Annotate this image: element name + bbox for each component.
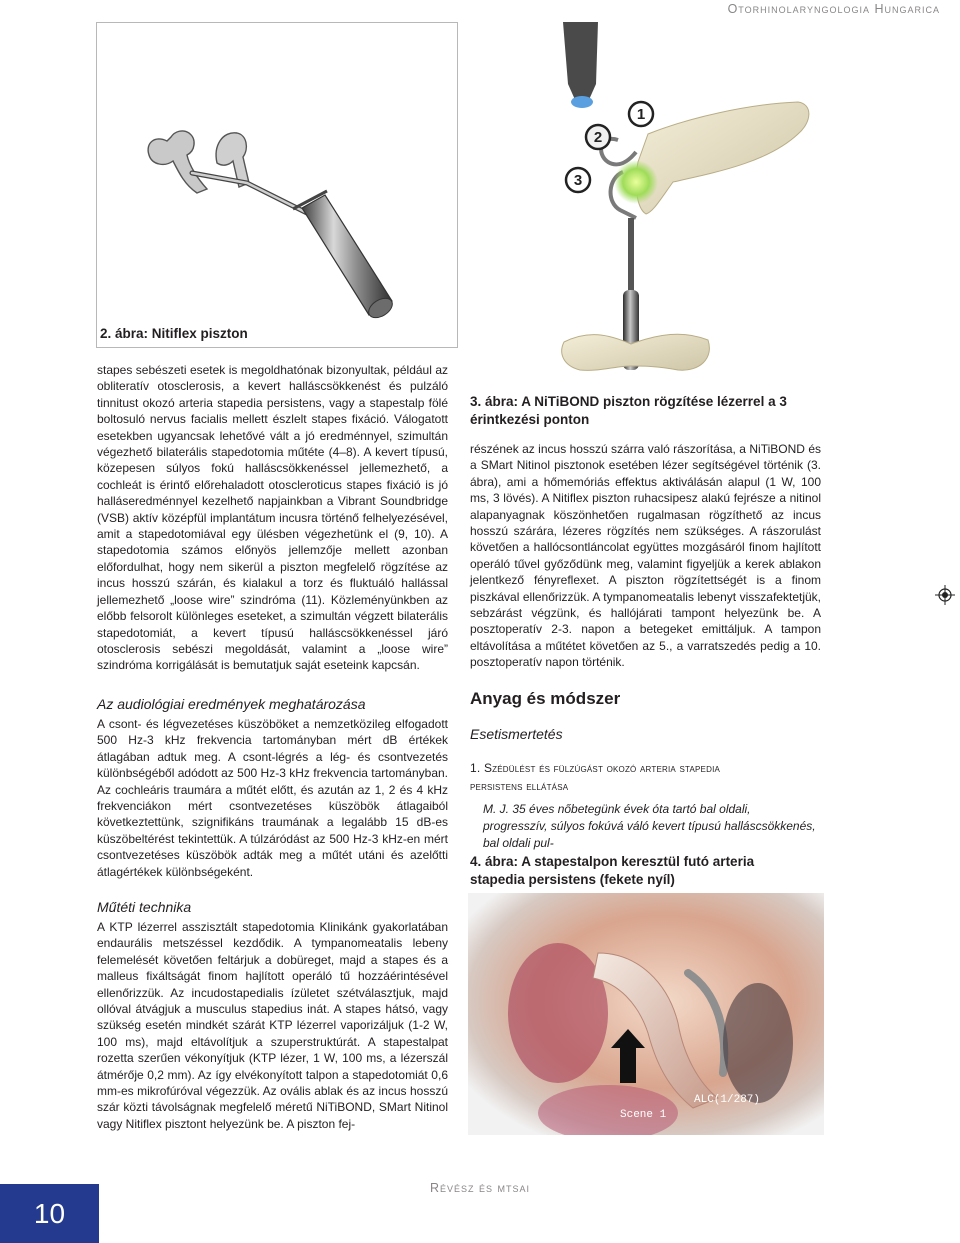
subheading-cases: Esetismertetés	[470, 726, 563, 742]
svg-text:1: 1	[636, 106, 646, 123]
left-column-text	[97, 362, 448, 674]
figure-3-caption: 3. ábra: A NiTiBOND piszton rögzítése lézerrel a 3 érintkezési ponton	[470, 394, 787, 427]
figure-4-intraoperative-photo	[468, 893, 824, 1135]
running-footer-author: Révész és mtsai	[430, 1181, 530, 1195]
registration-mark-icon	[935, 585, 955, 605]
heading-methods: Anyag és módszer	[470, 689, 621, 708]
figure-2-caption: 2. ábra: Nitiflex piszton	[100, 326, 248, 341]
page-number: 10	[33, 1197, 66, 1229]
section-audiology-title: Az audiológiai eredmények meghatározása	[97, 696, 366, 712]
case-1-title	[470, 759, 821, 795]
right-column-paragraph: részének az incus hosszú szárra való rászorítása, a NiTiBOND és a SMart Nitinol pisztonok esetében lézer segítségével történik (3. ábra), ami a hőmemóriás effektus aktiválásán alapul (1 W, 100 ms, 3 lövés). A Nitiflex piszton ruhacsipesz alakú fejrésze a nitinol alapanyagnak köszönhetően rugalmasan rögzíthető az incus hosszú szárára, lézeres rögzítés nem szükséges. A rászorulást követően a hallócsontláncolat együttes mozgásáról finom hajlított operáló tűvel győződünk meg, valamint figyeljük a kerek ablakon jelentkező fényreflexet. A piszton rögzítettségét is a finom piszkával ellenőrizzük. A tympanomeatalis lebenyt visszafektetjük, sebzárást végzünk, és hallójárati tampont helyezünk be. A posztoperatív 2-3. napon a betegeket emittáljuk. A tampon eltávolítása a műtétet követően az 5., a varratszedés pedig a 10. posztoperatív napon történik.	[470, 442, 821, 670]
marker-2	[586, 125, 610, 149]
paragraph-technique: A KTP lézerrel asszisztált stapedotomia Klinikánk gyakorlatában endaurális metszéssel kezdődik. A tympanomeatalis lebeny felemelését követően feltárjuk a dobüreget, majd a stapes és a malleus fixáltságát finom hajlított operáló tű hozzáérintésével ellenőrizzük. Az incudostapedialis ízületet szétválasztjuk, majd ollóval átvágjuk a musculus stapedius inát. A stapes hátsó, vagy szükség esetén mindkét szárát KTP lézerrel vaporizáljuk (1-2 W, 100 ms), majd eltávolítjuk a szuperstruktúrát. A stapestalpat rozetta szerűen vékonyítjuk (KTP lézer, 1 W, 100 ms, a lézerszál átmérője 0,2 mm). Az így elvékonyított talpon a stapedotomiát 0,6 mm-es mikrofúróval végezzük. Az ovális ablak és az incus hosszú szár közti távolságnak megfelelő méretű NiTiBOND, SMart Nitinol vagy Nitiflex pisztont helyezünk be. A piszton fej-	[97, 920, 448, 1131]
marker-3	[566, 168, 590, 192]
paragraph-intro: stapes sebészeti esetek is megoldhatónak bizonyultak, például az obliteratív otosclerosis, a kevert halláscsökkenést és pulzáló tinnitust okozó arteria stapedia persistens, vagy a stapestalp fölé boltosuló nervus facialis mellett észlelt stapes fixáció. Válogatott esetekben ugyancsak lehetővé vált a jó eredménnyel, szimultán végezhető bilaterális stapedotomia műtéte (4–8). A kevert típusú, közepesen súlyos fokú halláscsökkenéssel jellemezhető, a cochleát is érintő előrehaladott otoscleroticus stapes fixáció is jó halláseredménnyel kezelhető napjainkban a Vibrant Soundbridge (VSB) aktív középfül implantátum incusra történő felhelyezésével, amit a stapedotomiával egy ülésben végezhetünk el (9, 10). A stapedotomia számos előnyös jellemzője mellett azonban előfordulhat, hogy nem sikerül a piszton megfelelő rögzítése az incus hosszú szárán, és kialakul a torz és fluktuáló hallással jellemezhető „loose wire” szindróma (11). Közleményünkben az előbb felsorolt különleges eseteket, a szimultán végzett bilaterális stapedotomiát, a kevert típusú halláscsökkenéssel járó otosclerosis sebészi megoldását, valamint a „loose wire” szindróma korrigálását is bemutatjuk saját eseteink kapcsán.	[97, 363, 448, 673]
photo-overlay-scene: Scene 1	[620, 1109, 667, 1121]
svg-text:2: 2	[593, 129, 603, 146]
svg-text:3: 3	[573, 172, 583, 189]
case-1-text: M. J. 35 éves nőbetegünk évek óta tartó bal oldali, progresszív, súlyos fokúvá váló kevert típusú halláscsökkenés, bal oldali pul-	[483, 802, 816, 850]
paragraph-audiology: A csont- és légvezetéses küszöböket a nemzetközileg elfogadott 500 Hz-3 kHz frekvencia tartományban mért dB értékek átlagában adtuk meg. A csont-légrés a lég- és csontvezetés különbségéből adódott az 500 Hz-3 kHz frekvencia tartományban. Az cochleáris traumára a műtét előtt, és azután az 1, 2 és 4 kHz frekvenciákon mért csontvezetéses küszöbök átlagaiból következtettünk, szignifikáns traumának a legalább 15 dB-es küszöbeltérést tekintettük. A túlzáródást az 500 Hz-3 kHz-en mért csontvezetéses küszöbök adták meg a műtét utáni és azelőtti átlagértékek különbségeként.	[97, 717, 448, 879]
photo-overlay-counter: ALC(1/287)	[694, 1094, 761, 1106]
figure-2-frame	[96, 22, 458, 348]
marker-1	[629, 102, 653, 126]
figure-3-illustration	[468, 22, 828, 382]
section-surgical-technique	[97, 899, 448, 1132]
figure-4-caption: 4. ábra: A stapestalpon keresztül futó arteria stapedia persistens (fekete nyíl)	[470, 854, 755, 887]
running-header-journal: Otorhinolaryngologia Hungarica	[727, 2, 940, 16]
section-technique-title: Műtéti technika	[97, 899, 192, 915]
case-1-title-line-2: persistens ellátása	[470, 779, 569, 793]
section-audiology	[97, 696, 448, 880]
case-1-title-line-1: 1. Szédülést és fülzúgást okozó arteria stapedia	[470, 761, 721, 775]
nitiflex-piston-illustration	[97, 23, 457, 323]
